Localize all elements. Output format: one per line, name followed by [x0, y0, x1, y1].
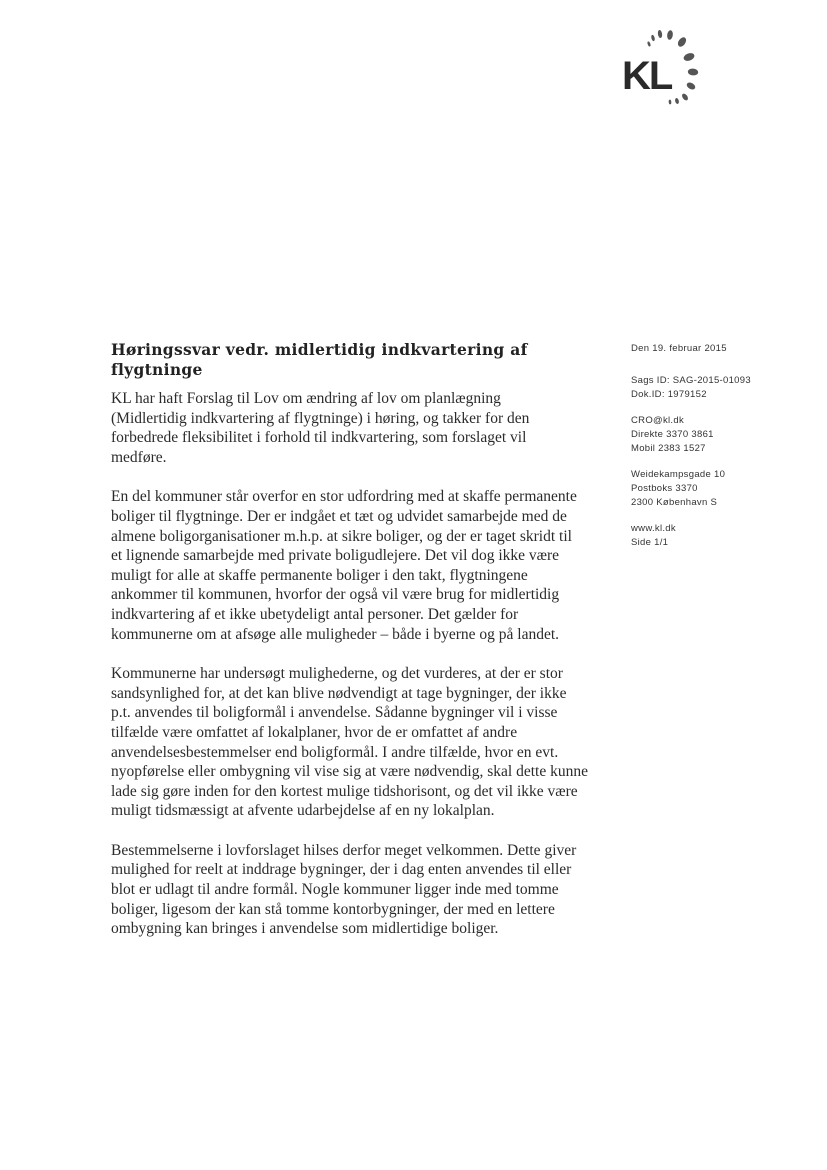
paragraph: KL har haft Forslag til Lov om ændring af lov om planlægning (Midlertidig indkvartering af flygtninge) i høring, og takker for den forbedrede fleksibilitet i forhold til indkvartering, som forslaget vil medføre. [111, 390, 530, 466]
paragraph: Bestemmelserne i lovforslaget hilses derfor meget velkommen. Dette giver mulighed for reelt at inddrage bygninger, der i dag enten anvendes til eller blot er udlagt til andre formål. Nogle kommuner ligger inde med tomme boliger, ligesom der kan stå tomme kontorbygninger, der med en lettere ombygning kan bringes i anvendelse som midlertidige boliger. [111, 841, 577, 938]
paragraph: Kommunerne har undersøgt mulighederne, og det vurderes, at der er stor sandsynlighed for, at det kan blive nødvendigt at tage bygninger, der ikke p.t. anvendes til boligformål i anvendelse. Sådanne bygninger vil i visse tilfælde være omfattet af lokalplaner, hvor de er omfattet af andre anvendelsesbestemmelser end boligformål. I andre tilfælde, hvor en evt. nyopførelse eller ombygning vil vise sig at være nødvendig, skal dette kunne lade sig gøre inden for den kortest mulige tidshorisont, og det vil ikke være muligt tidsmæssigt at afvente udarbejdelse af en ny lokalplan. [111, 665, 588, 820]
page-number: Side 1/1 [631, 537, 669, 548]
logo-text: KL [622, 54, 672, 98]
address-street: Weidekampsgade 10 [631, 469, 726, 480]
address-box: Postboks 3370 [631, 483, 698, 494]
document-id: Dok.ID: 1979152 [631, 389, 707, 400]
letter-sidebar [631, 342, 791, 550]
letter-date: Den 19. februar 2015 [631, 343, 727, 354]
direct-phone: Direkte 3370 3861 [631, 429, 714, 440]
address-city: 2300 København S [631, 497, 718, 508]
case-id: Sags ID: SAG-2015-01093 [631, 375, 751, 386]
kl-logo [622, 26, 712, 108]
paragraph: En del kommuner står overfor en stor udfordring med at skaffe permanente boliger til flygtninge. Der er indgået et tæt og udvidet samarbejde med de almene boligorganisationer m.h.p. at sikre boliger, og der er taget skridt til et lignende samarbejde med private boligudlejere. Det vil dog ikke være muligt for alle at skaffe permanente boliger i den takt, flygtningene ankommer til kommunen, hvorfor der også vil være brug for midlertidig indkvartering af et ikke ubetydeligt antal personer. Det gælder for kommunerne om at afsøge alle muligheder – både i byerne og på landet. [111, 488, 577, 643]
website-link[interactable]: www.kl.dk [631, 523, 676, 534]
document-body [111, 389, 601, 959]
mobile-phone: Mobil 2383 1527 [631, 443, 706, 454]
contact-email[interactable]: CRO@kl.dk [631, 415, 684, 426]
document-title: Høringssvar vedr. midlertidig indkvartering af flygtninge [111, 340, 528, 379]
